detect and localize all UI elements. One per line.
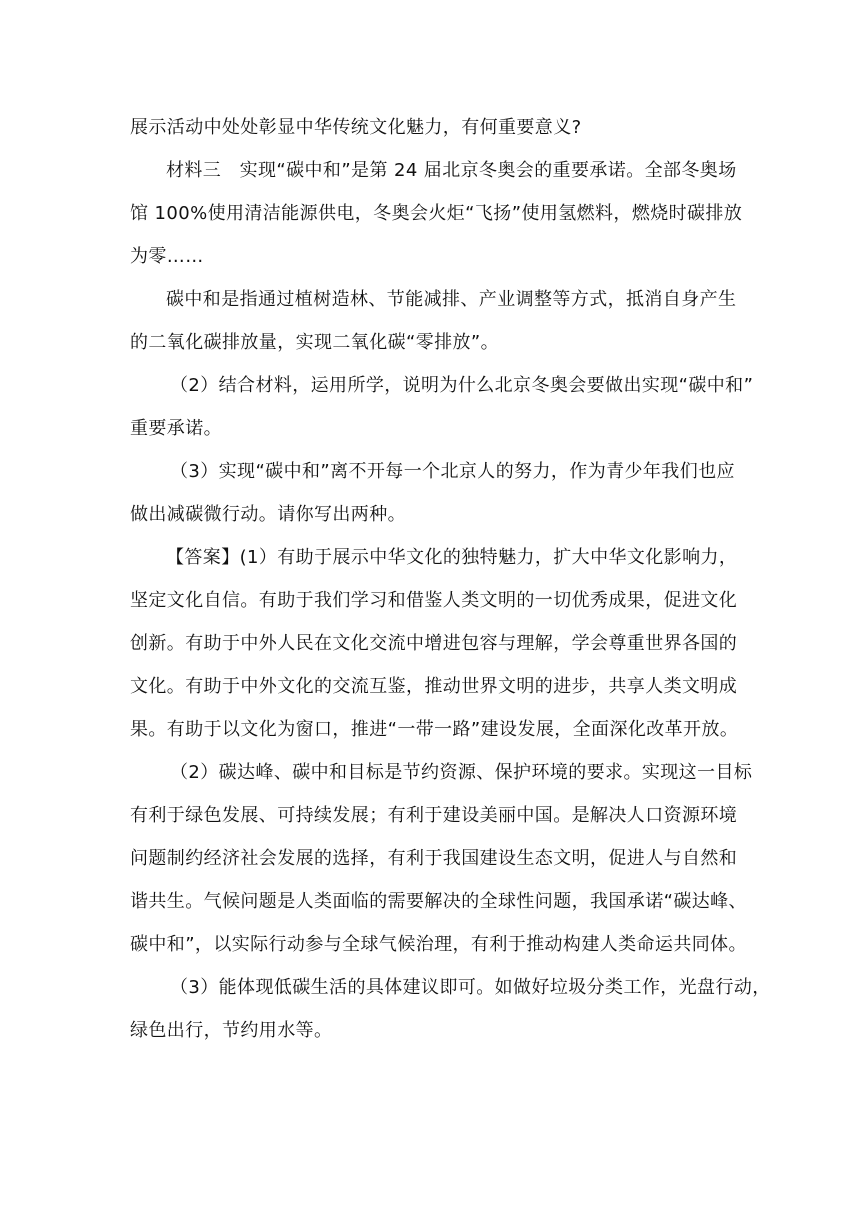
- text-line: 做出减碳微行动。请你写出两种。: [130, 504, 406, 525]
- text-line: 谐共生。气候问题是人类面临的需要解决的全球性问题，我国承诺“碳达峰、: [130, 891, 747, 912]
- text-line: 问题制约经济社会发展的选择，有利于我国建设生态文明，促进人与自然和: [130, 848, 738, 869]
- paragraph-start-line: 碳中和是指通过植树造林、节能减排、产业调整等方式，抵消自身产生: [166, 289, 737, 310]
- text-line: 重要承诺。: [130, 418, 222, 439]
- text-line: 绿色出行，节约用水等。: [130, 1020, 333, 1041]
- text-line: 坚定文化自信。有助于我们学习和借鉴人类文明的一切优秀成果，促进文化: [130, 590, 738, 611]
- question-2-line: （2）结合材料，运用所学，说明为什么北京冬奥会要做出实现“碳中和”: [170, 375, 754, 396]
- text-line: 的二氧化碳排放量，实现二氧化碳“零排放”。: [130, 332, 500, 353]
- question-3-line: （3）实现“碳中和”离不开每一个北京人的努力，作为青少年我们也应: [170, 461, 735, 482]
- material-three-heading-line: 材料三 实现“碳中和”是第 24 届北京冬奥会的重要承诺。全部冬奥场: [166, 160, 737, 181]
- text-line: 果。有助于以文化为窗口，推进“一带一路”建设发展，全面深化改革开放。: [130, 719, 739, 740]
- text-line: 创新。有助于中外人民在文化交流中增进包容与理解，学会尊重世界各国的: [130, 633, 738, 654]
- text-line: 展示活动中处处彰显中华传统文化魅力，有何重要意义?: [130, 117, 582, 138]
- text-line: 馆 100%使用清洁能源供电，冬奥会火炬“飞扬”使用氢燃料，燃烧时碳排放: [130, 203, 743, 224]
- answer-2-line: （2）碳达峰、碳中和目标是节约资源、保护环境的要求。实现这一目标: [170, 762, 753, 783]
- text-line: 有利于绿色发展、可持续发展；有利于建设美丽中国。是解决人口资源环境: [130, 805, 738, 826]
- document-body: [130, 106, 771, 1052]
- text-line: 文化。有助于中外文化的交流互鉴，推动世界文明的进步，共享人类文明成: [130, 676, 738, 697]
- answer-heading-line: 【答案】(1）有助于展示中华文化的独特魅力，扩大中华文化影响力，: [166, 547, 738, 568]
- answer-3-line: （3）能体现低碳生活的具体建议即可。如做好垃圾分类工作，光盘行动，: [170, 977, 771, 998]
- text-line: 碳中和”，以实际行动参与全球气候治理，有利于推动构建人类命运共同体。: [130, 934, 747, 955]
- text-line: 为零……: [130, 246, 204, 267]
